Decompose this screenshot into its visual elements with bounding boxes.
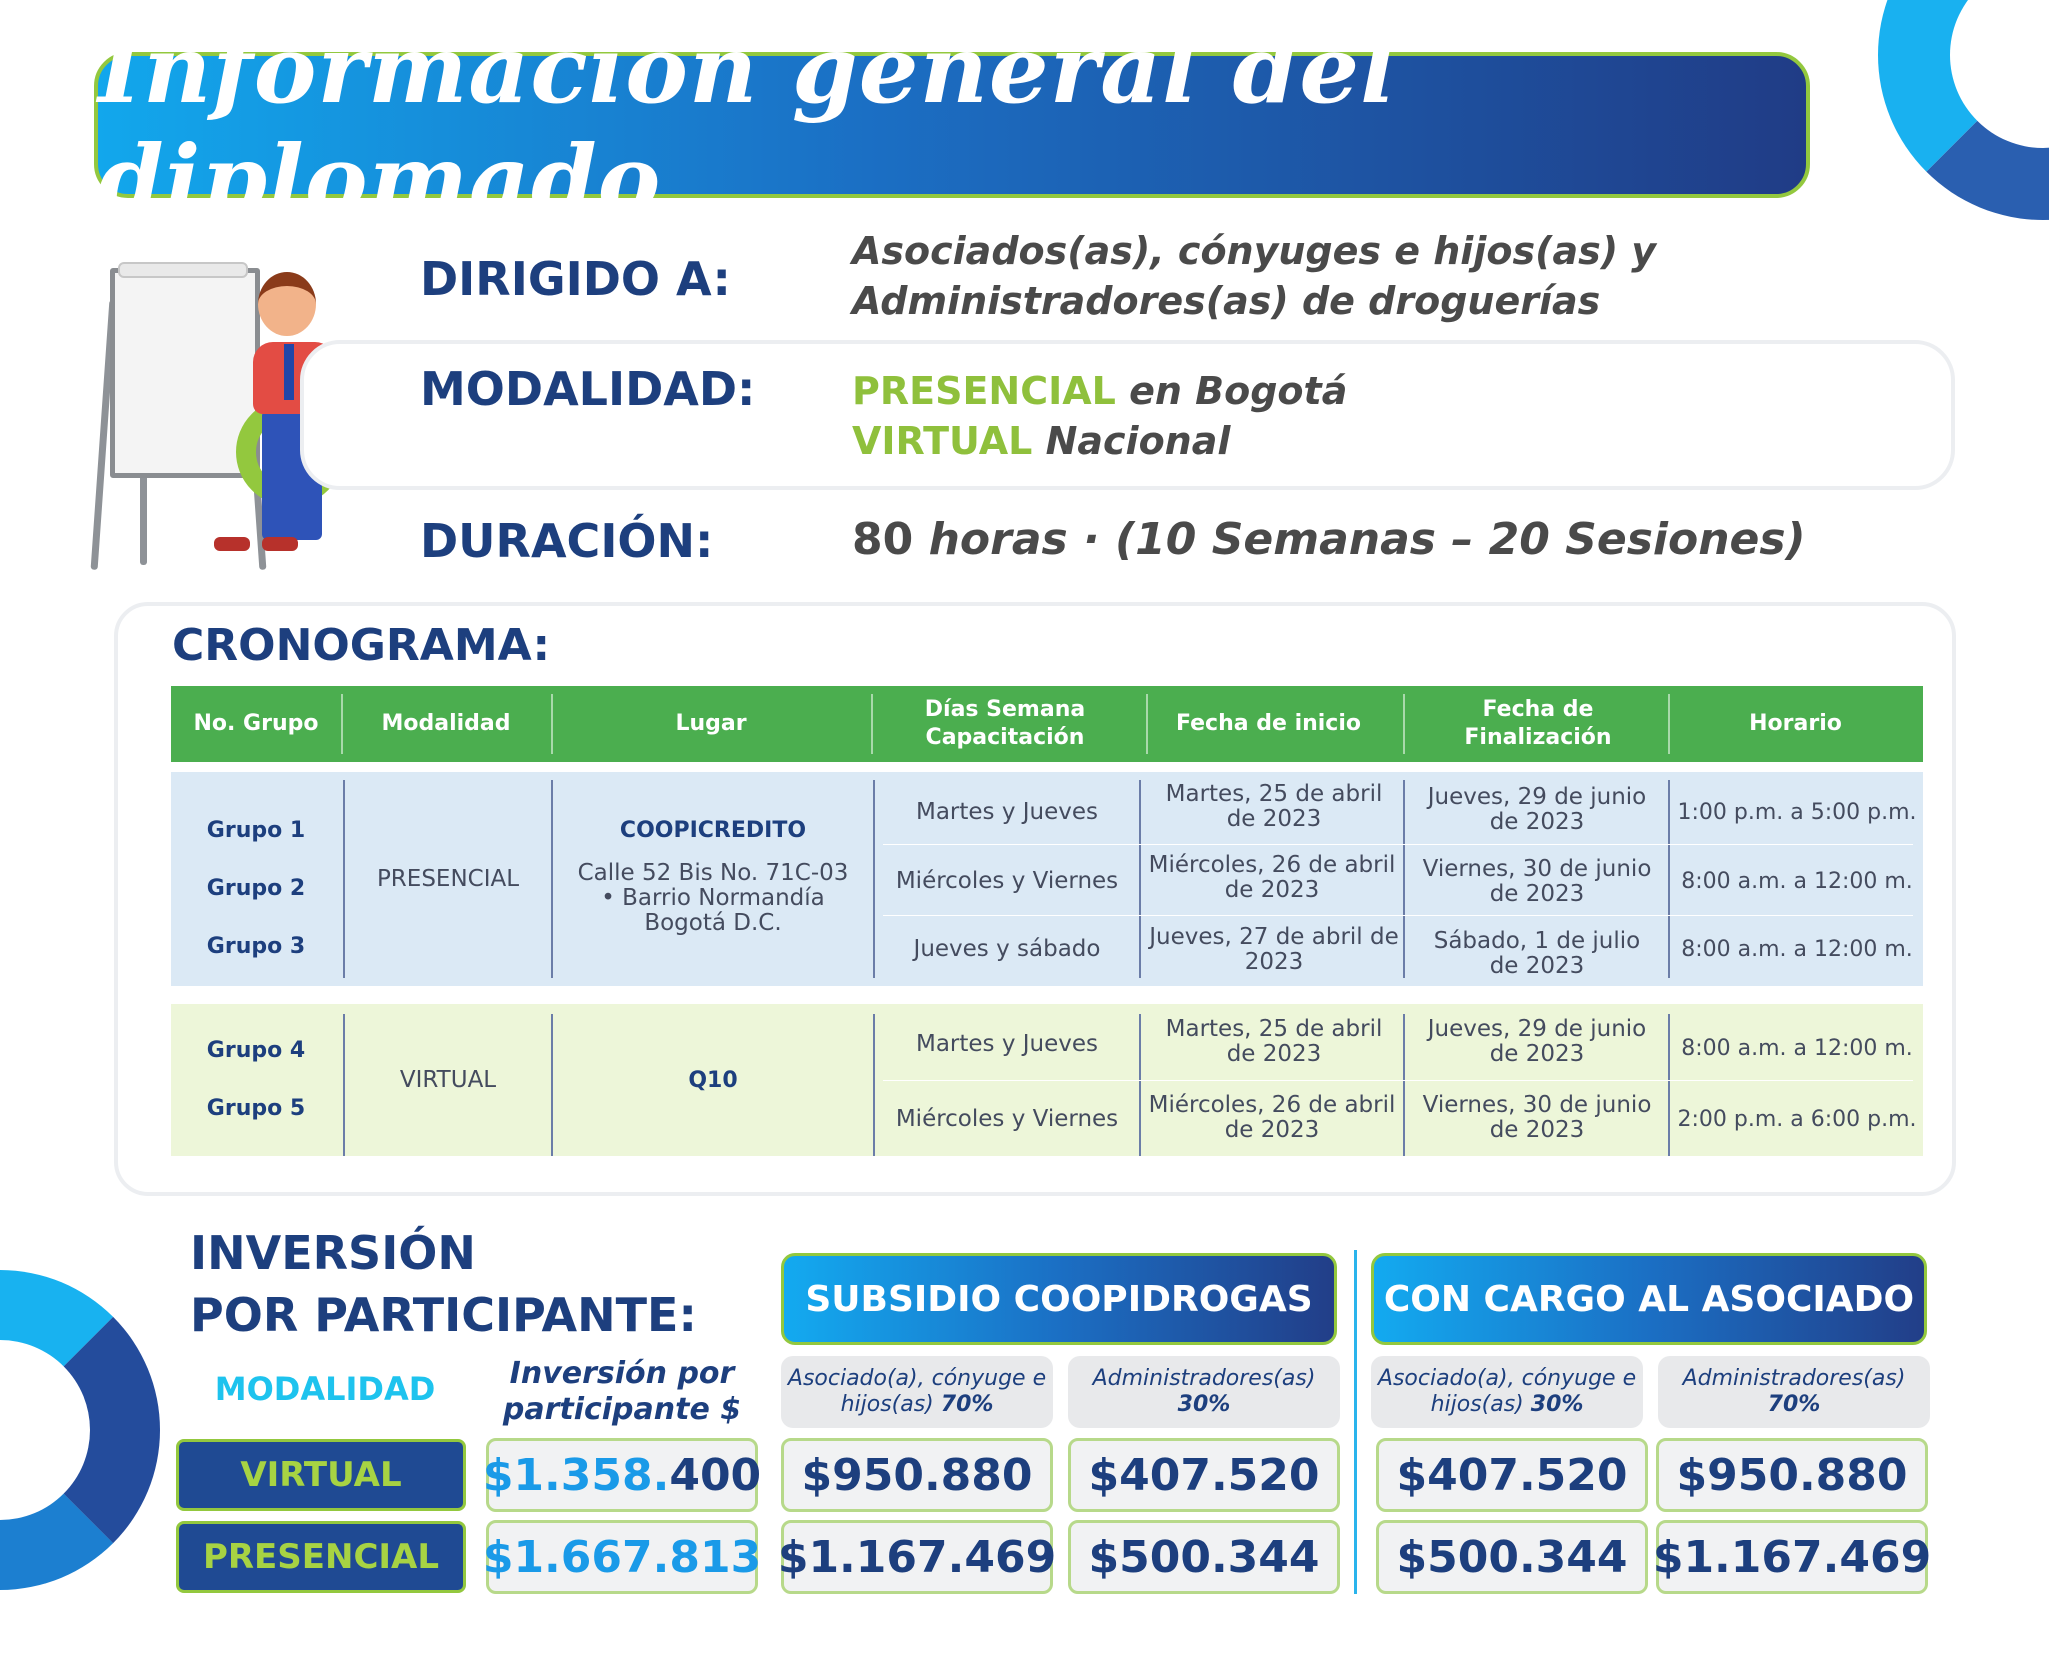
- modalidad-label: MODALIDAD:: [420, 362, 756, 416]
- header-cell: Horario: [1749, 711, 1842, 736]
- dirigido-label: DIRIGIDO A:: [420, 252, 731, 306]
- flipchart-roll: [118, 262, 248, 278]
- dias-cell: Miércoles y Viernes: [895, 1105, 1119, 1132]
- cargo-col2-text: Administradores(as): [1682, 1366, 1906, 1391]
- dias-cell: Jueves y sábado: [913, 935, 1101, 962]
- modalidad-header: MODALIDAD: [214, 1370, 436, 1408]
- dias-cell: Martes y Jueves: [915, 798, 1099, 825]
- total-price-accent: $1.358.: [482, 1449, 670, 1501]
- presencial-block: [171, 772, 1923, 986]
- lugar-address: Calle 52 Bis No. 71C-03 • Barrio Normandía Bogotá D.C.: [577, 859, 849, 936]
- dias-cell: Martes y Jueves: [915, 1030, 1099, 1057]
- title-banner: [94, 15, 1810, 235]
- decorative-ring-bottom-left: [0, 1270, 160, 1590]
- header-cell: Lugar: [675, 711, 747, 736]
- mode-presencial: PRESENCIAL: [176, 1521, 466, 1593]
- total-price-rest: 400: [669, 1449, 762, 1501]
- subsidio-col2-header: [1068, 1356, 1340, 1428]
- horario-cell: 8:00 a.m. a 12:00 m.: [1681, 868, 1913, 894]
- dirigido-value: [852, 226, 1656, 326]
- inversion-header: Inversión por participante $: [502, 1356, 742, 1427]
- group-label: Grupo 3: [206, 933, 306, 959]
- group-label: Grupo 4: [206, 1037, 306, 1063]
- header-cell: No. Grupo: [193, 711, 319, 736]
- duracion-detail: horas · (10 Semanas – 20 Sesiones): [928, 514, 1806, 565]
- inicio-cell: Martes, 25 de abril de 2023: [1165, 781, 1383, 832]
- lugar-name: Q10: [688, 1067, 738, 1093]
- total-price-presencial: [482, 1520, 762, 1594]
- fin-cell: Jueves, 29 de junio de 2023: [1427, 1016, 1647, 1067]
- modalidad-presencial: PRESENCIAL: [852, 369, 1116, 413]
- dirigido-line-1: Asociados(as), cónyuges e hijos(as) y: [852, 229, 1657, 273]
- table-header: [171, 686, 1923, 762]
- header-cell: Días Semana Capacitación: [924, 697, 1086, 750]
- fin-cell: Jueves, 29 de junio de 2023: [1427, 784, 1647, 835]
- cronograma-title: CRONOGRAMA:: [172, 620, 551, 671]
- subsidio-price: $1.167.469: [781, 1520, 1053, 1594]
- page-title: Información general del diplomado: [98, 15, 1397, 235]
- header-divider: [1403, 694, 1405, 754]
- duracion-label: DURACIÓN:: [420, 514, 714, 568]
- total-price-accent: $1.667.813: [482, 1531, 762, 1583]
- subsidio-col1-pct: 70%: [940, 1392, 994, 1417]
- dirigido-line-2: Administradores(as) de droguerías: [852, 279, 1601, 323]
- column-divider: [1403, 1014, 1405, 1156]
- horario-cell: 8:00 a.m. a 12:00 m.: [1681, 936, 1913, 962]
- group-label: Grupo 5: [206, 1095, 306, 1121]
- row-divider: [883, 844, 1913, 845]
- modalidad-virtual: VIRTUAL: [852, 419, 1033, 463]
- inicio-cell: Miércoles, 26 de abril de 2023: [1148, 1092, 1396, 1143]
- modalidad-cell: PRESENCIAL: [376, 865, 520, 892]
- column-divider: [1668, 780, 1670, 978]
- person-tie: [284, 344, 294, 400]
- lugar-name: COOPICREDITO: [619, 817, 807, 843]
- header-cell: Fecha de Finalización: [1464, 697, 1612, 750]
- modalidad-cell: VIRTUAL: [399, 1066, 497, 1093]
- section-divider: [1354, 1250, 1357, 1594]
- subsidio-price: $407.520: [1068, 1438, 1340, 1512]
- group-label: Grupo 2: [206, 875, 306, 901]
- horario-cell: 1:00 p.m. a 5:00 p.m.: [1677, 799, 1917, 825]
- subsidio-col2-text: Administradores(as): [1092, 1366, 1316, 1391]
- header-cell: Modalidad: [381, 711, 511, 736]
- decorative-ring-top-right: [1878, 0, 2049, 220]
- inversion-title: [190, 1222, 697, 1346]
- header-cell: Fecha de inicio: [1175, 711, 1362, 736]
- cargo-col1-header: [1371, 1356, 1643, 1428]
- duracion-value: [852, 512, 1806, 568]
- cargo-col1-pct: 30%: [1530, 1392, 1584, 1417]
- modalidad-presencial-detail: en Bogotá: [1129, 369, 1348, 413]
- fin-cell: Sábado, 1 de julio de 2023: [1433, 928, 1641, 979]
- cargo-price: $500.344: [1376, 1520, 1648, 1594]
- group-label: Grupo 1: [206, 817, 306, 843]
- fin-cell: Viernes, 30 de junio de 2023: [1422, 856, 1652, 907]
- cargo-col1-text: Asociado(a), cónyuge e hijos(as): [1377, 1366, 1637, 1417]
- header-divider: [871, 694, 873, 754]
- column-divider: [1668, 1014, 1670, 1156]
- column-divider: [551, 780, 553, 978]
- cargo-col2-header: [1658, 1356, 1930, 1428]
- inicio-cell: Martes, 25 de abril de 2023: [1165, 1016, 1383, 1067]
- subsidio-col1-header: [781, 1356, 1053, 1428]
- horario-cell: 2:00 p.m. a 6:00 p.m.: [1677, 1106, 1917, 1132]
- duracion-hours: 80: [852, 514, 914, 565]
- modalidad-virtual-detail: Nacional: [1045, 419, 1231, 463]
- cargo-col2-pct: 70%: [1767, 1392, 1821, 1417]
- cargo-banner: CON CARGO AL ASOCIADO: [1371, 1253, 1927, 1345]
- fin-cell: Viernes, 30 de junio de 2023: [1422, 1092, 1652, 1143]
- inversion-title-line-2: POR PARTICIPANTE:: [190, 1288, 697, 1342]
- horario-cell: 8:00 a.m. a 12:00 m.: [1681, 1035, 1913, 1061]
- subsidio-price: $950.880: [781, 1438, 1053, 1512]
- modalidad-value: [852, 366, 1347, 466]
- person-head: [258, 272, 316, 336]
- subsidio-banner: SUBSIDIO COOPIDROGAS: [781, 1253, 1337, 1345]
- cargo-price: $407.520: [1376, 1438, 1648, 1512]
- person-shoe: [214, 537, 250, 551]
- inicio-cell: Jueves, 27 de abril de 2023: [1149, 924, 1399, 975]
- cargo-price: $950.880: [1656, 1438, 1928, 1512]
- column-divider: [1403, 780, 1405, 978]
- person-shoe: [262, 537, 298, 551]
- subsidio-col2-pct: 30%: [1177, 1392, 1231, 1417]
- virtual-block: [171, 1004, 1923, 1156]
- subsidio-col1-text: Asociado(a), cónyuge e hijos(as): [787, 1366, 1047, 1417]
- mode-virtual: VIRTUAL: [176, 1439, 466, 1511]
- inversion-title-line-1: INVERSIÓN: [190, 1226, 476, 1280]
- inicio-cell: Miércoles, 26 de abril de 2023: [1148, 852, 1396, 903]
- cargo-price: $1.167.469: [1656, 1520, 1928, 1594]
- dias-cell: Miércoles y Viernes: [895, 867, 1119, 894]
- subsidio-price: $500.344: [1068, 1520, 1340, 1594]
- total-price-virtual: [482, 1438, 762, 1512]
